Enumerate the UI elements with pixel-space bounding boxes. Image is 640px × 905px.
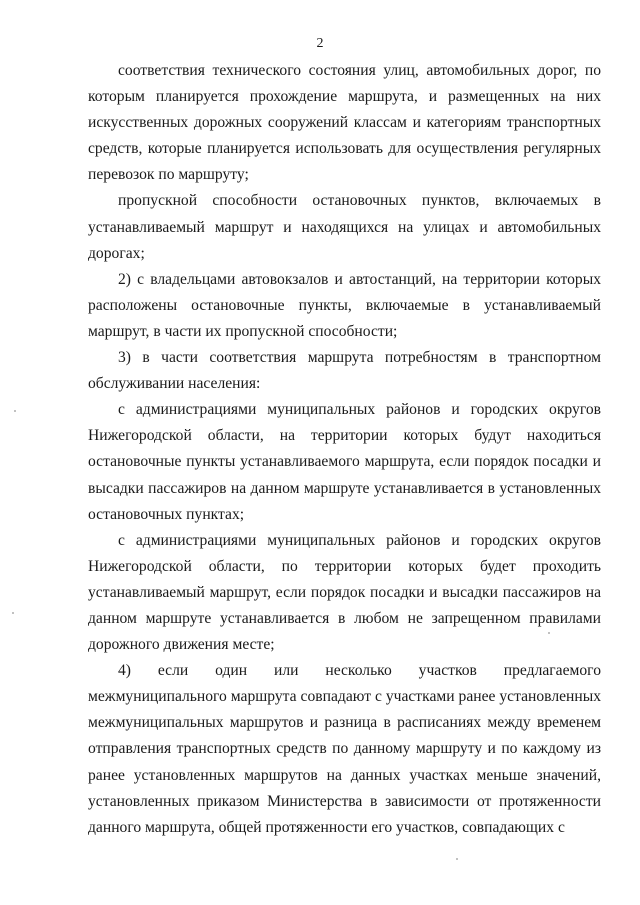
document-body [88, 58, 601, 841]
paragraph-3: 2) с владельцами автовокзалов и автостанций, на территории которых расположены остановочные пункты, включаемые в устанавливаемый маршрут, в части их пропускной способности; [88, 270, 601, 340]
paragraph-1: соответствия технического состояния улиц, автомобильных дорог, по которым планируется прохождение маршрута, и размещенных на них искусственных дорожных сооружений классам и категориям транспортных средств, которые планируется использовать для осуществления регулярных перевозок по маршруту; [88, 62, 601, 184]
paragraph-6: с администрациями муниципальных районов и городских округов Нижегородской области, по территории которых будет проходить устанавливаемый маршрут, если порядок посадки и высадки пассажиров на данном маршруте устанавливается в любом не запрещенном правилами дорожного движения месте; [88, 531, 601, 654]
paragraph-2: пропускной способности остановочных пунктов, включаемых в устанавливаемый маршрут и находящихся на улицах и автомобильных дорогах; [88, 192, 601, 262]
paragraph-4: 3) в части соответствия маршрута потребностям в транспортном обслуживании населения: [88, 349, 601, 393]
paragraph-7: 4) если один или несколько участков предлагаемого межмуниципального маршрута совпадают с участками ранее установленных межмуниципальных маршрутов и разница в расписаниях между временем отправления транспортных средств по данному маршруту и по каждому из ранее установленных маршрутов на данных участках меньше значений, установленных приказом Министерства в зависимости от протяженности данного маршрута, общей протяженности его участков, совпадающих с [88, 662, 601, 836]
page-number: 2 [316, 36, 324, 51]
scan-speck [12, 612, 14, 614]
scan-speck [548, 632, 550, 634]
scan-speck [14, 410, 16, 412]
scan-speck [456, 858, 458, 860]
paragraph-5: с администрациями муниципальных районов и городских округов Нижегородской области, на территории которых будут находиться остановочные пункты устанавливаемого маршрута, если порядок посадки и высадки пассажиров на данном маршруте устанавливается в установленных остановочных пунктах; [88, 401, 601, 523]
